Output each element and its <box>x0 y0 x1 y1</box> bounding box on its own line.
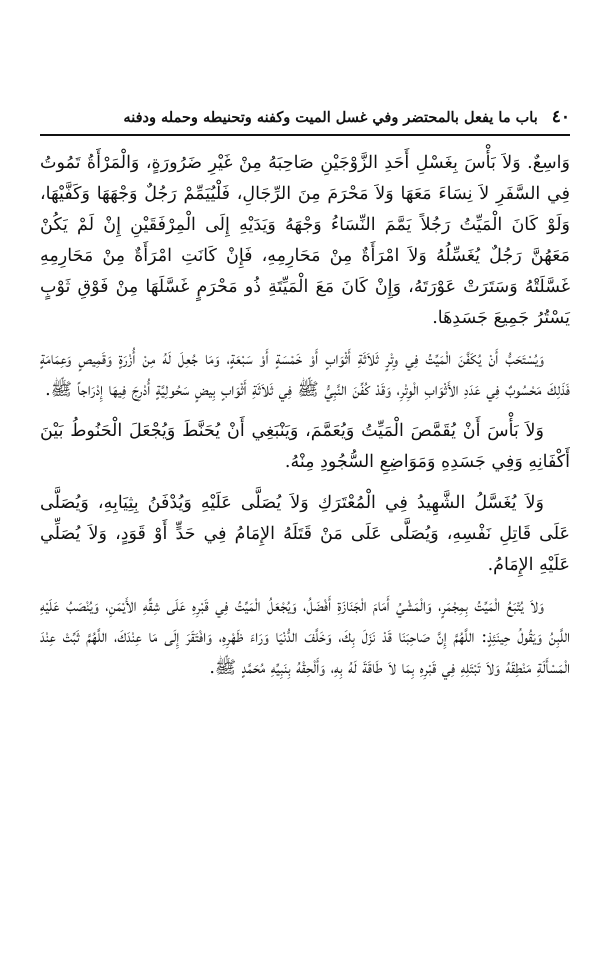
running-title: باب ما يفعل بالمحتضر وفي غسل الميت وكفنه وتحنيطه وحمله ودفنه <box>123 108 538 126</box>
page-header <box>40 100 570 136</box>
paragraph: وَلاَ يُتْبَعُ الْمَيِّتُ بِمِجْمَرٍ، وَالْمَشْيُ أَمَامَ الْجَنَازَةِ أَفْضَلُ، وَيُجْعَلُ الْمَيِّتُ فِي قَبْرِهِ عَلَى شِقِّهِ الأَيْمَنِ، وَيُنْصَبُ عَلَيْهِ اللَّبِنُ وَيَقُولُ حِينَئِذٍ: اللَّهُمَّ إِنَّ صَاحِبَنَا قَدْ نَزَلَ بِكَ، وَخَلَّفَ الدُّنْيَا وَرَاءَ ظَهْرِهِ، وَافْتَقَرَ إِلَى مَا عِنْدَكَ، اللَّهُمَّ ثَبِّتْ عِنْدَ الْمَسْأَلَةِ مَنْطِقَهُ وَلاَ تَبْتَلِهِ فِي قَبْرِهِ بِمَا لاَ طَاقَةَ لَهُ بِهِ، وَأَلْحِقْهُ بِنَبِيِّهِ مُحَمَّدٍ ﷺ. <box>40 596 570 678</box>
paragraph: وَلاَ يُغَسَّلُ الشَّهِيدُ فِي الْمُعْتَرَكِ وَلاَ يُصَلَّى عَلَيْهِ وَيُدْفَنُ بِثِيَابِهِ، وَيُصَلَّى عَلَى قَاتِلِ نَفْسِهِ، وَيُصَلَّى عَلَى مَنْ قَتَلَهُ الإِمَامُ فِي حَدٍّ أَوْ قَوَدٍ، وَلاَ يُصَلِّي عَلَيْهِ الإِمَامُ. <box>40 493 570 575</box>
paragraph: وَلاَ بَأْسَ أَنْ يُقَمَّصَ الْمَيِّتُ وَيُعَمَّمَ، وَيَنْبَغِي أَنْ يُحَنَّطَ وَيُجْعَلَ الْحَنُوطُ بَيْنَ أَكْفَانِهِ وَفِي جَسَدِهِ وَمَوَاضِعِ السُّجُودِ مِنْهُ. <box>40 421 570 472</box>
paragraph: وَاسِعٌ. وَلاَ بَأْسَ بِغَسْلِ أَحَدِ الزَّوْجَيْنِ صَاحِبَهُ مِنْ غَيْرِ ضَرُورَةٍ، وَالْمَرْأَةُ تَمُوتُ فِي السَّفَرِ لاَ نِسَاءَ مَعَهَا وَلاَ مَحْرَمَ مِنَ الرِّجَالِ، فَلْيُيَمِّمْ رَجُلٌ وَجْهَهَا وَكَفَّيْهَا، وَلَوْ كَانَ الْمَيِّتُ رَجُلاً يَمَّمَ النِّسَاءُ وَجْهَهُ وَيَدَيْهِ إِلَى الْمِرْفَقَيْنِ إِنْ لَمْ يَكُنْ مَعَهُنَّ رَجُلٌ يُغَسِّلُهُ وَلاَ امْرَأَةٌ مِنْ مَحَارِمِهِ، فَإِنْ كَانَتِ امْرَأَةٌ مِنْ مَحَارِمِهِ غَسَّلَتْهُ وَسَتَرَتْ عَوْرَتَهُ، وَإِنْ كَانَ مَعَ الْمَيِّتَةِ ذُو مَحْرَمٍ غَسَّلَهَا مِنْ فَوْقِ ثَوْبٍ يَسْتُرُ جَمِيعَ جَسَدِهَا. <box>40 153 570 328</box>
page-number: ٤٠ <box>551 107 570 127</box>
body-text <box>40 148 570 694</box>
paragraph: وَيُسْتَحَبُّ أَنْ يُكَفَّنَ الْمَيِّتُ فِي وِتْرٍ ثَلاَثَةِ أَثْوَابٍ أَوْ خَمْسَةٍ أَوْ سَبْعَةٍ، وَمَا جُعِلَ لَهُ مِنْ أُزْرَةٍ وَقَمِيصٍ وَعِمَامَةٍ فَذَلِكَ مَحْسُوبٌ فِي عَدَدِ الأَثْوَابِ الْوِتْرِ، وَقَدْ كُفِّنَ النَّبِيُّ ﷺ فِي ثَلاَثَةِ أَثْوَابٍ بِيضٍ سَحُولِيَّةٍ أُدْرِجَ فِيهَا إِدْرَاجاً ﷺ. <box>40 349 570 400</box>
